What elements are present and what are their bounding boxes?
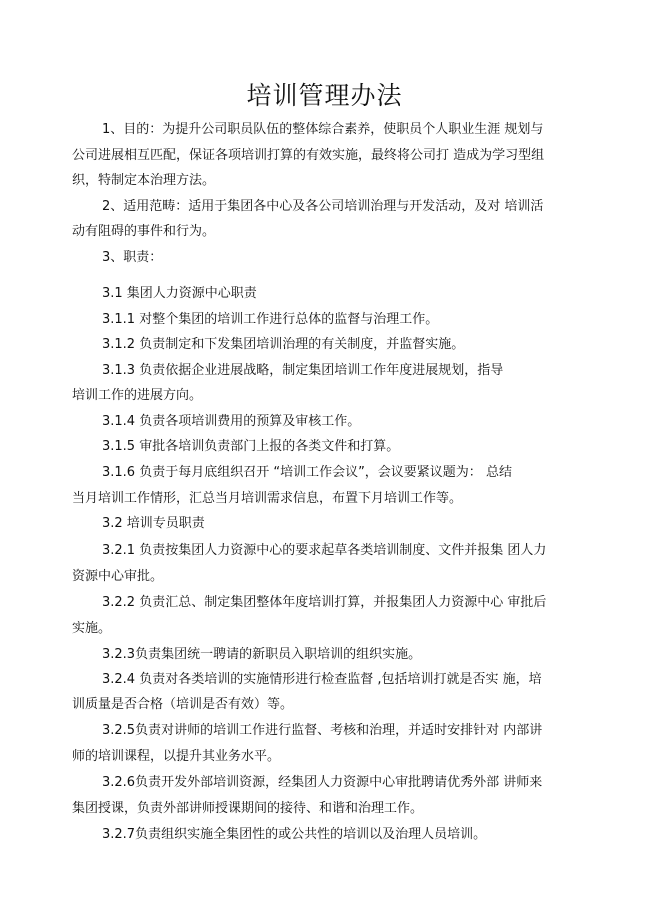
text-line: 3.2.1 负责按集团人力资源中心的要求起草各类培训制度、文件并报集 团人力 (102, 543, 547, 558)
text-line: 3.2.4 负责对各类培训的实施情形进行检查监督 ,包括培训打就是否实 施，培 (102, 672, 542, 687)
text-line: 3.2.3负责集团统一聘请的新职员入职培训的组织实施。 (102, 647, 422, 662)
text-line: 3.1.4 负责各项培训费用的预算及审核工作。 (102, 414, 361, 429)
document-title: 培训管理办法 (246, 81, 403, 110)
text-line: 集团授课，负责外部讲师授课期间的接待、和谐和治理工作。 (72, 801, 424, 816)
text-line: 3.1.2 负责制定和下发集团培训治理的有关制度，并监督实施。 (102, 337, 465, 352)
text-line: 3.2.6负责开发外部培训资源，经集团人力资源中心审批聘请优秀外部 讲师来 (102, 775, 543, 790)
text-line: 培训工作的进展方向。 (72, 388, 203, 403)
text-line: 资源中心审批。 (72, 569, 164, 584)
text-line: 3.1.6 负责于每月底组织召开 “培训工作会议”，会议要紧议题为： 总结 (102, 465, 512, 480)
text-line: 1、目的：为提升公司职员队伍的整体综合素养，使职员个人职业生涯 规划与 (102, 122, 544, 137)
text-line: 动有阻碍的事件和行为。 (72, 224, 216, 239)
text-line: 3.1.3 负责依据企业进展战略，制定集团培训工作年度进展规划，指导 (102, 363, 504, 378)
text-line: 2、适用范畴：适用于集团各中心及各公司培训治理与开发活动，及对 培训活 (102, 199, 544, 214)
text-line: 当月培训工作情形，汇总当月培训需求信息，布置下月培训工作等。 (72, 491, 463, 506)
text-line: 公司进展相互匹配，保证各项培训打算的有效实施，最终将公司打 造成为学习型组 (72, 148, 545, 163)
text-line: 师的培训课程，以提升其业务水平。 (72, 749, 281, 764)
text-line: 实施。 (72, 621, 112, 636)
text-line: 3.2.2 负责汇总、制定集团整体年度培训打算，并报集团人力资源中心 审批后 (102, 595, 547, 610)
text-line: 训质量是否合格（培训是否有效）等。 (72, 697, 294, 712)
text-line: 3.2.5负责对讲师的培训工作进行监督、考核和治理，并适时安排针对 内部讲 (102, 723, 543, 738)
text-line: 3、职责： (102, 250, 163, 265)
section-heading: 3.2 培训专员职责 (102, 516, 205, 531)
text-line: 3.1.1 对整个集团的培训工作进行总体的监督与治理工作。 (102, 312, 439, 327)
text-line: 织，特制定本治理方法。 (72, 173, 216, 188)
text-line: 3.2.7负责组织实施全集团性的或公共性的培训以及治理人员培训。 (102, 827, 487, 842)
section-heading: 3.1 集团人力资源中心职责 (102, 286, 257, 301)
text-line: 3.1.5 审批各培训负责部门上报的各类文件和打算。 (102, 439, 400, 454)
